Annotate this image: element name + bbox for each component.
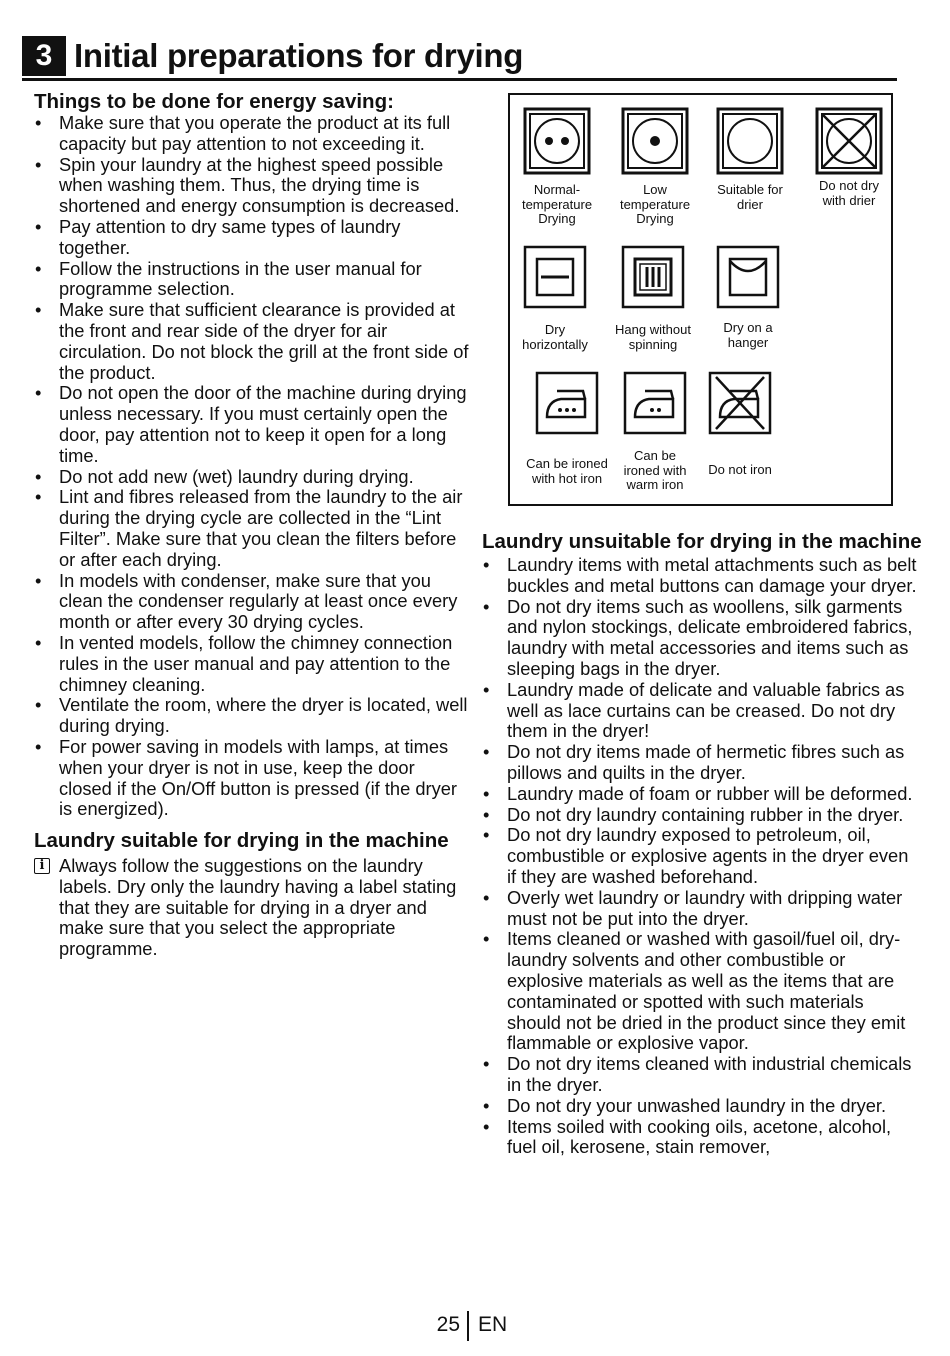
page-footer (0, 1311, 950, 1341)
care-symbols-panel (508, 93, 893, 506)
list-item: • Spin your laundry at the highest speed possible when washing them. Thus, the drying time is shortened and energy consumption is decreased. (34, 155, 470, 217)
list-item: • Items soiled with cooking oils, acetone, alcohol, fuel oil, kerosene, stain remover, (482, 1117, 922, 1159)
unsuitable-heading: Laundry unsuitable for drying in the machine (482, 530, 922, 553)
low-temperature-drying-icon (621, 107, 689, 175)
list-item: • Do not dry laundry exposed to petroleum, oil, combustible or explosive agents in the dryer even if they are washed beforehand. (482, 825, 922, 887)
page-number: 25 (436, 1313, 460, 1336)
energy-saving-heading: Things to be done for energy saving: (34, 90, 394, 113)
info-icon: i (34, 858, 50, 874)
symbol-warm-iron (610, 371, 700, 493)
list-item: • Follow the instructions in the user manual for programme selection. (34, 259, 470, 301)
list-item: • Make sure that sufficient clearance is provided at the front and rear side of the dryer for air circulation. Do not block the grill at the front side of the product. (34, 300, 470, 383)
list-item: • Do not add new (wet) laundry during drying. (34, 467, 470, 488)
right-column (482, 530, 922, 1158)
list-item: • Laundry items with metal attachments such as belt buckles and metal buttons can damage your dryer. (482, 555, 922, 597)
info-note-text: Always follow the suggestions on the laundry labels. Dry only the laundry having a label stating that they are suitable for drying in a dryer and make sure that you select the appropriate programme. (59, 855, 457, 960)
list-item: • Lint and fibres released from the laundry to the air during the drying cycle are collected in the “Lint Filter”. Make sure that you clean the filters before or after each drying. (34, 487, 470, 570)
symbol-hot-iron (522, 371, 612, 486)
chapter-number: 3 (22, 36, 66, 76)
list-item: • Pay attention to dry same types of laundry together. (34, 217, 470, 259)
symbol-dry-on-a-hanger (703, 245, 793, 350)
energy-saving-list (34, 113, 470, 820)
symbol-label: Dry on a hanger (723, 320, 773, 350)
hot-iron-icon (535, 371, 599, 435)
suitable-heading: Laundry suitable for drying in the machine (34, 829, 449, 853)
list-item: • Do not dry your unwashed laundry in the dryer. (482, 1096, 922, 1117)
list-item: • Ventilate the room, where the dryer is located, well during drying. (34, 695, 470, 737)
unsuitable-list (482, 555, 922, 1158)
list-item: • Do not dry items cleaned with industrial chemicals in the dryer. (482, 1054, 922, 1096)
list-item: • For power saving in models with lamps, at times when your dryer is not in use, keep the door closed if the On/Off button is pressed (if the dryer is energized). (34, 737, 470, 820)
left-column (34, 90, 470, 960)
symbol-normal-temperature-drying (512, 107, 602, 227)
symbol-label: Can be ironed with hot iron (526, 456, 608, 486)
hang-without-spinning-icon (621, 245, 685, 309)
list-item: • Laundry made of foam or rubber will be deformed. (482, 784, 922, 805)
list-item: • In models with condenser, make sure that you clean the condenser regularly at least once every month or after every 30 drying cycles. (34, 571, 470, 633)
symbol-label: Suitable for drier (717, 182, 783, 212)
symbol-label: Low temperature Drying (619, 182, 691, 226)
list-item: • Overly wet laundry or laundry with dripping water must not be put into the dryer. (482, 888, 922, 930)
dry-horizontally-icon (523, 245, 587, 309)
symbol-label: Normal- temperature Drying (521, 182, 593, 226)
list-item: • In vented models, follow the chimney connection rules in the user manual and pay attention to the chimney cleaning. (34, 633, 470, 695)
dry-on-a-hanger-icon (716, 245, 780, 309)
language-code: EN (478, 1313, 508, 1336)
list-item: • Make sure that you operate the product at its full capacity but pay attention to not exceeding it. (34, 113, 470, 155)
list-item: • Do not dry laundry containing rubber in the dryer. (482, 805, 922, 826)
list-item: • Do not dry items made of hermetic fibres such as pillows and quilts in the dryer. (482, 742, 922, 784)
list-item: • Do not open the door of the machine during drying unless necessary. If you must certainly open the door, pay attention not to keep it open for a long time. (34, 383, 470, 466)
footer-divider (467, 1311, 469, 1341)
info-note (34, 856, 470, 960)
list-item: • Laundry made of delicate and valuable fabrics as well as lace curtains can be creased. Do not dry them in the dryer! (482, 680, 922, 742)
symbol-label: Hang without spinning (615, 322, 691, 352)
list-item: • Items cleaned or washed with gasoil/fuel oil, dry-laundry solvents and other combustible or explosive materials as well as the items that are contaminated or spotted with such materials should not be dried in the product since they emit flammable or explosive vapor. (482, 929, 922, 1054)
symbol-label: Do not dry with drier (819, 178, 879, 208)
normal-temperature-drying-icon (523, 107, 591, 175)
symbol-hang-without-spinning (608, 245, 698, 352)
suitable-for-drier-icon (716, 107, 784, 175)
symbol-dry-horizontally (510, 245, 600, 352)
symbol-do-not-dry-with-drier (804, 107, 894, 208)
list-item: • Do not dry items such as woollens, silk garments and nylon stockings, delicate embroidered fabrics, laundry with metal accessories and items such as sleeping bags in the dryer. (482, 597, 922, 680)
symbol-label: Dry horizontally (522, 322, 588, 352)
do-not-iron-icon (708, 371, 772, 435)
symbol-do-not-iron (695, 371, 785, 478)
do-not-dry-with-drier-icon (815, 107, 883, 175)
symbol-low-temperature-drying (610, 107, 700, 227)
symbol-suitable-for-drier (705, 107, 795, 212)
symbol-label: Do not iron (708, 462, 772, 477)
symbol-label: Can be ironed with warm iron (623, 448, 687, 492)
page-title: Initial preparations for drying (74, 37, 524, 74)
warm-iron-icon (623, 371, 687, 435)
page-header (22, 36, 897, 81)
